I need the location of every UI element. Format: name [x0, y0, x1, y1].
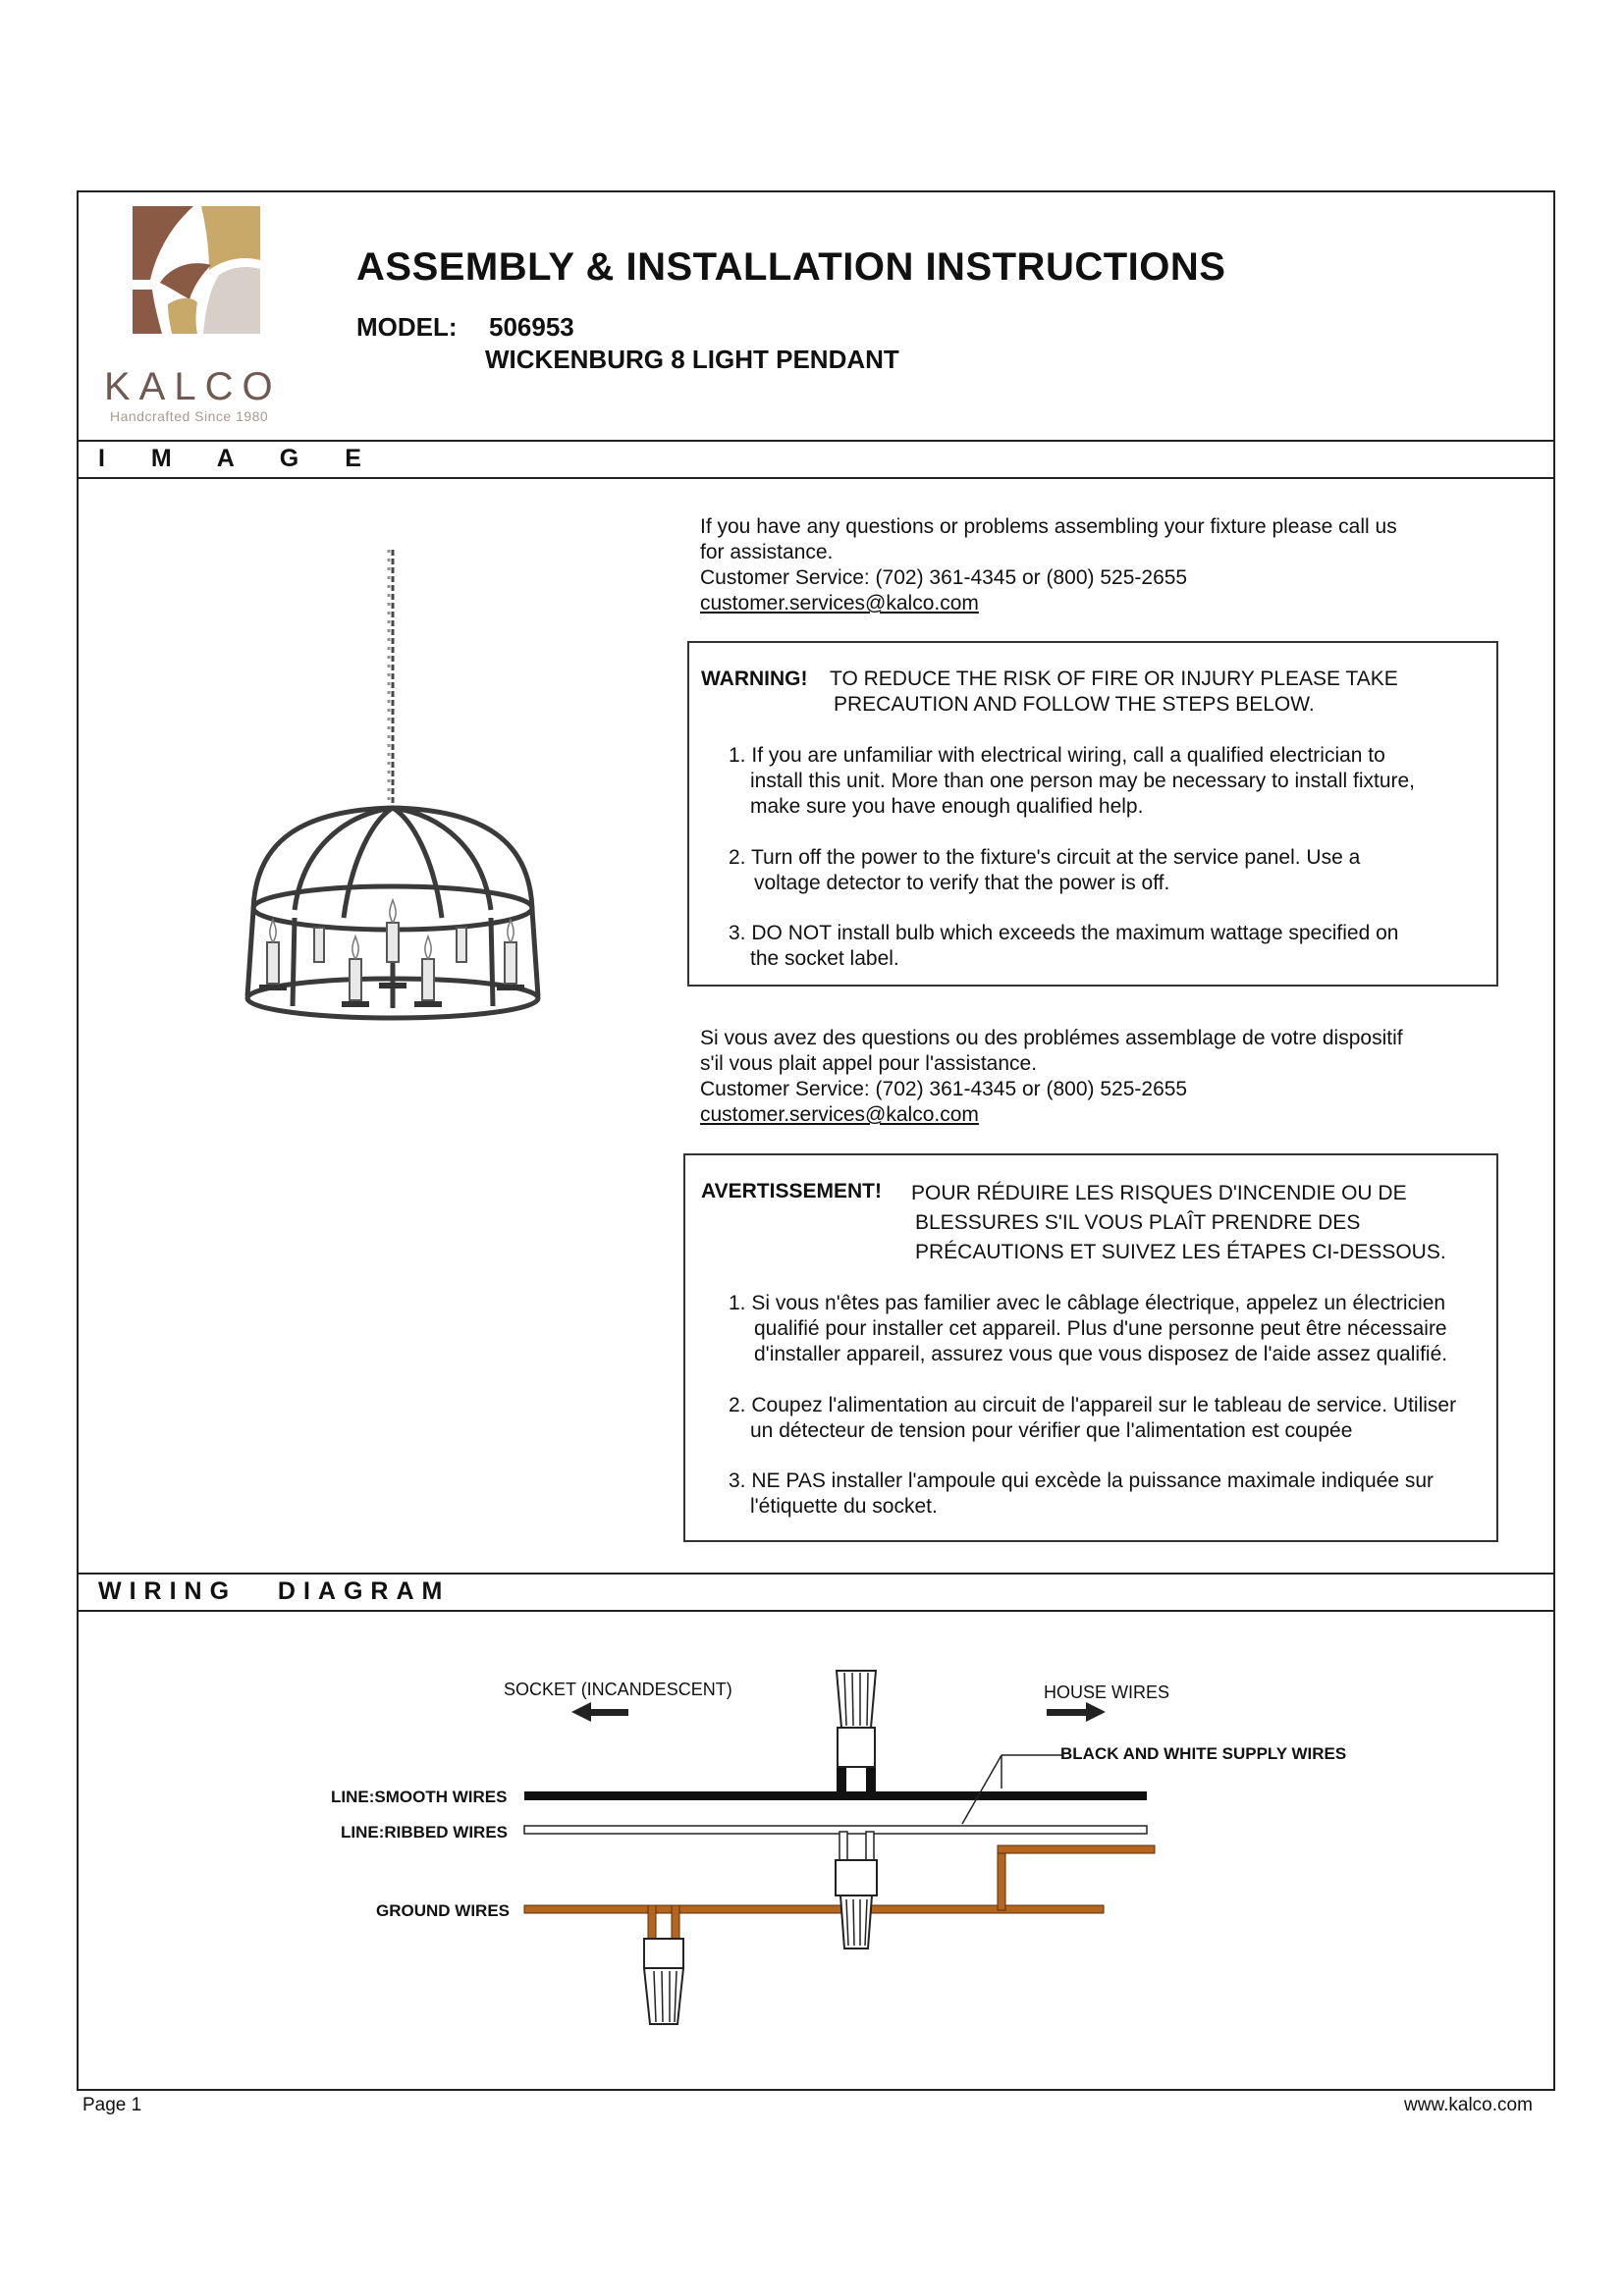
- warning-label: WARNING!: [701, 667, 808, 690]
- avertissement-step: [729, 1291, 1447, 1367]
- warning-line: PRÉCAUTIONS ET SUIVEZ LES ÉTAPES CI-DESSOUS.: [915, 1241, 1446, 1263]
- step-line: make sure you have enough qualified help.: [750, 795, 1144, 818]
- house-wires-label: HOUSE WIRES: [1044, 1682, 1170, 1702]
- step-line: the socket label.: [750, 947, 899, 970]
- intro-line: Customer Service: (702) 361-4345 or (800) 525-2655: [700, 566, 1188, 589]
- warning-text: [830, 667, 1398, 718]
- step-number: 2.: [729, 1394, 746, 1416]
- step-line: If you are unfamiliar with electrical wiring, call a qualified electrician to: [751, 744, 1385, 767]
- warning-line: PRECAUTION AND FOLLOW THE STEPS BELOW.: [834, 693, 1315, 716]
- divider: [77, 1573, 1555, 1575]
- product-name: WICKENBURG 8 LIGHT PENDANT: [485, 345, 899, 374]
- brand-tagline: Handcrafted Since 1980: [110, 408, 269, 424]
- intro-line: s'il vous plait appel pour l'assistance.: [700, 1052, 1038, 1075]
- avertissement-step: [729, 1468, 1434, 1520]
- avertissement-text: [911, 1179, 1446, 1267]
- wiring-diagram: [295, 1659, 1434, 2052]
- avertissement-step: [729, 1393, 1456, 1444]
- step-line: voltage detector to verify that the power is off.: [754, 872, 1170, 894]
- step-number: 2.: [729, 846, 746, 869]
- step-line: DO NOT install bulb which exceeds the maximum wattage specified on: [751, 922, 1399, 944]
- divider: [77, 1610, 1555, 1612]
- english-intro: [700, 514, 1397, 616]
- step-number: 1.: [729, 744, 746, 767]
- warning-line: TO REDUCE THE RISK OF FIRE OR INJURY PLEASE TAKE: [830, 667, 1398, 690]
- smooth-wires-label: LINE:SMOOTH WIRES: [331, 1788, 508, 1806]
- kalco-logo: [133, 206, 260, 334]
- warning-step: [729, 921, 1398, 972]
- step-line: l'étiquette du socket.: [750, 1495, 938, 1518]
- step-number: 3.: [729, 1469, 746, 1492]
- warning-step: [729, 845, 1360, 896]
- intro-line: Customer Service: (702) 361-4345 or (800) 525-2655: [700, 1078, 1188, 1100]
- step-number: 1.: [729, 1292, 746, 1314]
- image-section-label: I M A G E: [98, 445, 381, 472]
- intro-line: for assistance.: [700, 541, 834, 563]
- step-line: Coupez l'alimentation au circuit de l'appareil sur le tableau de service. Utiliser: [751, 1394, 1457, 1416]
- step-line: un détecteur de tension pour vérifier que l'alimentation est coupée: [750, 1419, 1353, 1442]
- step-line: NE PAS installer l'ampoule qui excède la puissance maximale indiquée sur: [751, 1469, 1435, 1492]
- warning-line: POUR RÉDUIRE LES RISQUES D'INCENDIE OU DE: [911, 1182, 1407, 1204]
- wiring-section-label: WIRING DIAGRAM: [98, 1577, 451, 1605]
- black-wire: [524, 1791, 1147, 1800]
- model-label: MODEL:: [356, 312, 458, 342]
- step-line: Si vous n'êtes pas familier avec le câblage électrique, appelez un électricien: [751, 1292, 1446, 1314]
- socket-label: SOCKET (INCANDESCENT): [504, 1680, 732, 1699]
- warning-line: BLESSURES S'IL VOUS PLAÎT PRENDRE DES: [915, 1211, 1361, 1234]
- page-title: ASSEMBLY & INSTALLATION INSTRUCTIONS: [356, 245, 1226, 289]
- intro-line: Si vous avez des questions ou des problémes assemblage de votre dispositif: [700, 1027, 1403, 1049]
- step-number: 3.: [729, 922, 746, 944]
- divider: [77, 440, 1555, 442]
- supply-wires-label: BLACK AND WHITE SUPPLY WIRES: [1060, 1744, 1347, 1763]
- email-link[interactable]: customer.services@kalco.com: [700, 592, 979, 614]
- fixture-image: [226, 545, 560, 1036]
- brand-name: KALCO: [104, 365, 282, 408]
- model-number: 506953: [489, 312, 574, 342]
- intro-line: If you have any questions or problems assembling your fixture please call us: [700, 515, 1397, 538]
- ribbed-wires-label: LINE:RIBBED WIRES: [341, 1823, 508, 1842]
- website-link[interactable]: www.kalco.com: [1404, 2095, 1533, 2115]
- page-number: Page 1: [82, 2095, 142, 2115]
- french-intro: [700, 1026, 1403, 1128]
- step-line: install this unit. More than one person may be necessary to install fixture,: [750, 770, 1416, 792]
- warning-step: [729, 743, 1415, 820]
- step-line: d'installer appareil, assurez vous que vous disposez de l'aide assez qualifié.: [754, 1343, 1448, 1365]
- step-line: qualifié pour installer cet appareil. Plus d'une personne peut être nécessaire: [754, 1317, 1447, 1340]
- email-link[interactable]: customer.services@kalco.com: [700, 1103, 979, 1126]
- step-line: Turn off the power to the fixture's circuit at the service panel. Use a: [750, 846, 1361, 869]
- divider: [77, 477, 1555, 479]
- avertissement-label: AVERTISSEMENT!: [701, 1180, 882, 1202]
- ground-wires-label: GROUND WIRES: [376, 1901, 510, 1920]
